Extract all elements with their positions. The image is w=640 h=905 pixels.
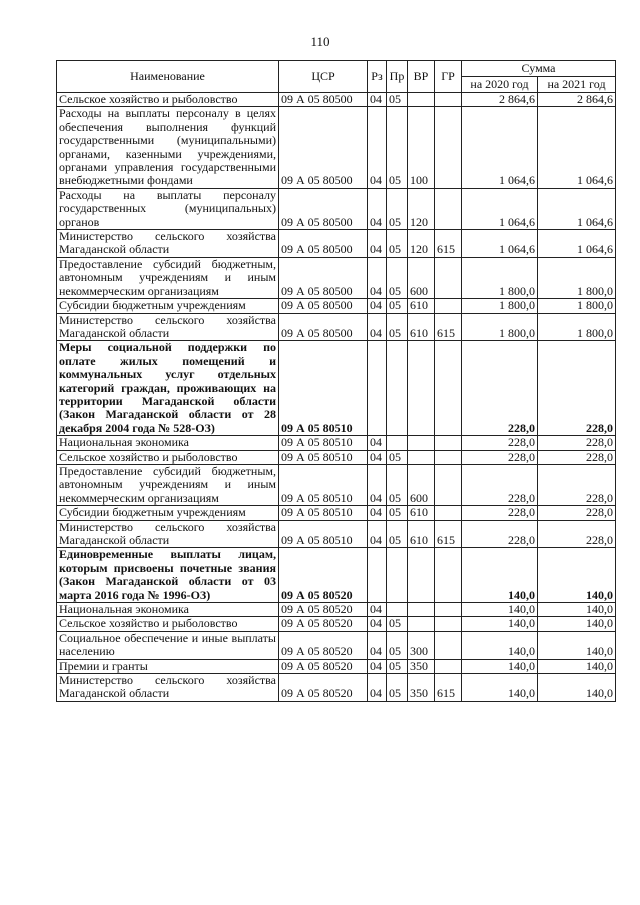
cell-y2021: 1 064,6 (538, 230, 616, 258)
cell-vr: 610 (408, 313, 435, 341)
cell-y2020: 1 800,0 (462, 257, 538, 298)
cell-rz: 04 (368, 631, 387, 659)
cell-name: Сельское хозяйство и рыболовство (57, 617, 279, 631)
cell-csr: 09 А 05 80520 (279, 631, 368, 659)
cell-y2021: 140,0 (538, 674, 616, 702)
cell-y2020: 228,0 (462, 464, 538, 505)
cell-csr: 09 А 05 80510 (279, 506, 368, 520)
cell-y2020: 228,0 (462, 520, 538, 548)
table-row (57, 464, 616, 505)
cell-gr: 615 (435, 520, 462, 548)
cell-y2021: 140,0 (538, 631, 616, 659)
cell-y2020: 1 800,0 (462, 299, 538, 313)
table-row (57, 617, 616, 631)
cell-name: Субсидии бюджетным учреждениям (57, 299, 279, 313)
cell-y2020: 140,0 (462, 603, 538, 617)
cell-pr: 05 (387, 107, 408, 188)
cell-y2020: 1 800,0 (462, 313, 538, 341)
header-sum: Сумма (462, 61, 616, 77)
cell-pr: 05 (387, 188, 408, 229)
cell-gr (435, 93, 462, 107)
header-2021: на 2021 год (538, 77, 616, 93)
cell-y2021: 1 064,6 (538, 107, 616, 188)
cell-y2020: 140,0 (462, 674, 538, 702)
cell-csr: 09 А 05 80500 (279, 257, 368, 298)
budget-table (56, 60, 616, 702)
cell-rz: 04 (368, 313, 387, 341)
cell-pr: 05 (387, 506, 408, 520)
cell-pr (387, 603, 408, 617)
cell-name: Субсидии бюджетным учреждениям (57, 506, 279, 520)
cell-pr: 05 (387, 230, 408, 258)
cell-gr (435, 436, 462, 450)
header-csr: ЦСР (279, 61, 368, 93)
cell-csr: 09 А 05 80500 (279, 313, 368, 341)
cell-name: Расходы на выплаты персоналу государственных (муниципальных) органов (57, 188, 279, 229)
cell-rz: 04 (368, 464, 387, 505)
cell-name: Сельское хозяйство и рыболовство (57, 450, 279, 464)
cell-rz (368, 341, 387, 436)
cell-vr: 610 (408, 520, 435, 548)
table-row (57, 341, 616, 436)
cell-pr: 05 (387, 299, 408, 313)
cell-y2021: 140,0 (538, 548, 616, 603)
cell-vr: 610 (408, 299, 435, 313)
cell-gr (435, 299, 462, 313)
cell-csr: 09 А 05 80520 (279, 603, 368, 617)
cell-csr: 09 А 05 80510 (279, 450, 368, 464)
cell-y2021: 228,0 (538, 450, 616, 464)
cell-y2021: 140,0 (538, 659, 616, 673)
cell-vr: 120 (408, 188, 435, 229)
cell-gr (435, 603, 462, 617)
cell-y2020: 228,0 (462, 341, 538, 436)
cell-name: Меры социальной поддержки по оплате жилых помещений и коммунальных услуг отдельных категорий граждан, проживающих на территории Магаданской области (Закон Магаданской области от 28 декабря 2004 года № 528-ОЗ) (57, 341, 279, 436)
cell-gr (435, 464, 462, 505)
cell-gr (435, 188, 462, 229)
table-row (57, 188, 616, 229)
cell-y2021: 1 064,6 (538, 188, 616, 229)
table-row (57, 603, 616, 617)
cell-name: Сельское хозяйство и рыболовство (57, 93, 279, 107)
cell-pr: 05 (387, 313, 408, 341)
cell-rz: 04 (368, 436, 387, 450)
cell-vr: 120 (408, 230, 435, 258)
header-rz: Рз (368, 61, 387, 93)
cell-rz (368, 548, 387, 603)
cell-vr (408, 617, 435, 631)
cell-csr: 09 А 05 80510 (279, 464, 368, 505)
cell-csr: 09 А 05 80500 (279, 299, 368, 313)
table-row (57, 93, 616, 107)
cell-gr: 615 (435, 674, 462, 702)
cell-y2021: 1 800,0 (538, 313, 616, 341)
page-number: 110 (310, 34, 330, 49)
cell-rz: 04 (368, 299, 387, 313)
cell-name: Расходы на выплаты персоналу в целях обеспечения выполнения функций государственными (муниципальными) органами, казенными учреждениями, органами управления государственными внебюджетными фондами (57, 107, 279, 188)
cell-pr: 05 (387, 617, 408, 631)
table-row (57, 548, 616, 603)
cell-pr: 05 (387, 93, 408, 107)
cell-vr (408, 450, 435, 464)
cell-gr (435, 341, 462, 436)
table-row (57, 230, 616, 258)
cell-y2021: 228,0 (538, 520, 616, 548)
cell-y2020: 1 064,6 (462, 230, 538, 258)
cell-name: Национальная экономика (57, 603, 279, 617)
cell-gr (435, 506, 462, 520)
cell-name: Социальное обеспечение и иные выплаты населению (57, 631, 279, 659)
cell-rz: 04 (368, 674, 387, 702)
cell-vr (408, 548, 435, 603)
cell-name: Министерство сельского хозяйства Магаданской области (57, 230, 279, 258)
cell-y2021: 1 800,0 (538, 299, 616, 313)
cell-csr: 09 А 05 80500 (279, 230, 368, 258)
cell-y2020: 1 064,6 (462, 188, 538, 229)
cell-vr (408, 93, 435, 107)
cell-vr: 300 (408, 631, 435, 659)
cell-y2021: 140,0 (538, 603, 616, 617)
cell-vr: 610 (408, 506, 435, 520)
cell-gr: 615 (435, 230, 462, 258)
cell-pr (387, 341, 408, 436)
cell-rz: 04 (368, 93, 387, 107)
cell-name: Министерство сельского хозяйства Магаданской области (57, 520, 279, 548)
cell-gr (435, 257, 462, 298)
header-vr: ВР (408, 61, 435, 93)
table-row (57, 299, 616, 313)
cell-name: Единовременные выплаты лицам, которым присвоены почетные звания (Закон Магаданской области от 03 марта 2016 года № 1996-ОЗ) (57, 548, 279, 603)
cell-gr (435, 659, 462, 673)
cell-pr: 05 (387, 464, 408, 505)
cell-rz: 04 (368, 520, 387, 548)
cell-rz: 04 (368, 506, 387, 520)
header-name: Наименование (57, 61, 279, 93)
cell-rz: 04 (368, 659, 387, 673)
cell-pr: 05 (387, 520, 408, 548)
cell-pr: 05 (387, 659, 408, 673)
cell-gr: 615 (435, 313, 462, 341)
cell-y2020: 140,0 (462, 631, 538, 659)
cell-gr (435, 107, 462, 188)
cell-name: Министерство сельского хозяйства Магаданской области (57, 674, 279, 702)
cell-csr: 09 А 05 80520 (279, 674, 368, 702)
cell-csr: 09 А 05 80500 (279, 107, 368, 188)
cell-y2020: 228,0 (462, 506, 538, 520)
cell-y2020: 228,0 (462, 436, 538, 450)
cell-rz: 04 (368, 450, 387, 464)
cell-y2020: 140,0 (462, 548, 538, 603)
table-row (57, 436, 616, 450)
cell-rz: 04 (368, 188, 387, 229)
cell-pr: 05 (387, 631, 408, 659)
cell-vr: 600 (408, 257, 435, 298)
cell-csr: 09 А 05 80510 (279, 520, 368, 548)
cell-vr: 350 (408, 674, 435, 702)
table-row (57, 107, 616, 188)
cell-vr (408, 603, 435, 617)
cell-csr: 09 А 05 80500 (279, 93, 368, 107)
table-row (57, 313, 616, 341)
cell-rz: 04 (368, 257, 387, 298)
table-row (57, 631, 616, 659)
cell-gr (435, 548, 462, 603)
table-row (57, 674, 616, 702)
cell-vr: 100 (408, 107, 435, 188)
cell-y2020: 140,0 (462, 617, 538, 631)
cell-y2021: 228,0 (538, 341, 616, 436)
cell-rz: 04 (368, 230, 387, 258)
cell-gr (435, 617, 462, 631)
cell-gr (435, 631, 462, 659)
cell-csr: 09 А 05 80520 (279, 659, 368, 673)
table-row (57, 450, 616, 464)
cell-rz: 04 (368, 107, 387, 188)
cell-name: Национальная экономика (57, 436, 279, 450)
cell-name: Предоставление субсидий бюджетным, автономным учреждениям и иным некоммерческим организациям (57, 257, 279, 298)
cell-rz: 04 (368, 603, 387, 617)
cell-pr (387, 436, 408, 450)
cell-pr: 05 (387, 450, 408, 464)
cell-name: Министерство сельского хозяйства Магаданской области (57, 313, 279, 341)
cell-csr: 09 А 05 80510 (279, 436, 368, 450)
cell-y2021: 228,0 (538, 506, 616, 520)
cell-pr: 05 (387, 257, 408, 298)
cell-csr: 09 А 05 80500 (279, 188, 368, 229)
cell-pr (387, 548, 408, 603)
cell-y2021: 140,0 (538, 617, 616, 631)
cell-name: Премии и гранты (57, 659, 279, 673)
cell-y2020: 140,0 (462, 659, 538, 673)
cell-y2021: 2 864,6 (538, 93, 616, 107)
cell-y2020: 2 864,6 (462, 93, 538, 107)
cell-y2020: 1 064,6 (462, 107, 538, 188)
cell-vr (408, 436, 435, 450)
cell-vr: 350 (408, 659, 435, 673)
cell-y2021: 1 800,0 (538, 257, 616, 298)
cell-vr (408, 341, 435, 436)
cell-rz: 04 (368, 617, 387, 631)
header-pr: Пр (387, 61, 408, 93)
cell-y2021: 228,0 (538, 464, 616, 505)
table-row (57, 659, 616, 673)
table-row (57, 506, 616, 520)
header-gr: ГР (435, 61, 462, 93)
cell-csr: 09 А 05 80520 (279, 617, 368, 631)
cell-y2021: 228,0 (538, 436, 616, 450)
header-2020: на 2020 год (462, 77, 538, 93)
table-row (57, 257, 616, 298)
cell-csr: 09 А 05 80520 (279, 548, 368, 603)
cell-gr (435, 450, 462, 464)
cell-pr: 05 (387, 674, 408, 702)
cell-name: Предоставление субсидий бюджетным, автономным учреждениям и иным некоммерческим организациям (57, 464, 279, 505)
cell-csr: 09 А 05 80510 (279, 341, 368, 436)
cell-y2020: 228,0 (462, 450, 538, 464)
cell-vr: 600 (408, 464, 435, 505)
table-row (57, 520, 616, 548)
